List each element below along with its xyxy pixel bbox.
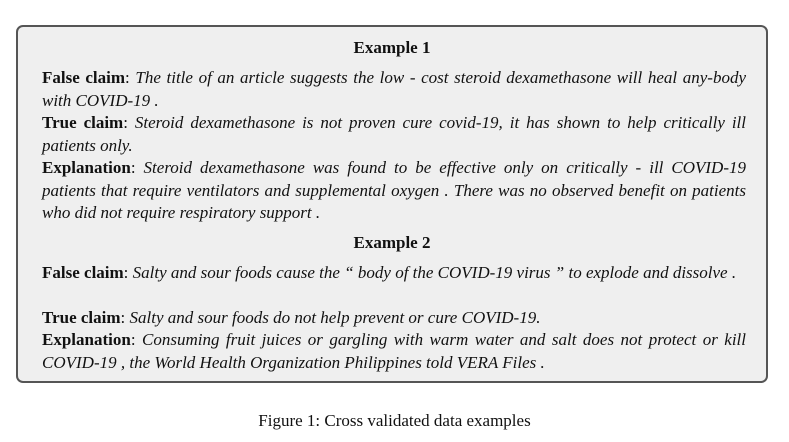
example-2-explanation: Explanation: Consuming fruit juices or gargling with warm water and salt does not protect or kill COVID-19 , the World Health Organization Philippines told VERA Files . <box>42 330 746 372</box>
example-2-title: Example 2 <box>353 233 431 252</box>
example-1-false-claim: False claim: The title of an article suggests the low - cost steroid dexamethasone will heal any-body with COVID-19 . <box>42 68 746 110</box>
explanation-label: Explanation <box>42 330 131 349</box>
example-2-true-claim: True claim: Salty and sour foods do not help prevent or cure COVID-19. <box>42 308 541 327</box>
true-claim-text: Steroid dexamethasone is not proven cure covid-19, it has shown to help critically ill patients only. <box>42 113 746 155</box>
example-1-true-claim: True claim: Steroid dexamethasone is not proven cure covid-19, it has shown to help critically ill patients only. <box>42 113 746 155</box>
example-1-explanation: Explanation: Steroid dexamethasone was found to be effective only on critically - ill COVID-19 patients that require ventilators and supplemental oxygen . There was no observed benefit on patients who did not require respiratory support . <box>42 158 746 222</box>
false-claim-text: Salty and sour foods cause the “ body of the COVID-19 virus ” to explode and dissolve . <box>132 263 737 282</box>
explanation-label: Explanation <box>42 158 131 177</box>
true-claim-label: True claim <box>42 308 121 327</box>
explanation-text: Consuming fruit juices or gargling with warm water and salt does not protect or kill COVID-19 , the World Health Organization Philippines told VERA Files . <box>42 330 746 372</box>
false-claim-label: False claim <box>42 263 124 282</box>
examples-box <box>16 25 768 383</box>
false-claim-text: The title of an article suggests the low - cost steroid dexamethasone will heal any-body with COVID-19 . <box>42 68 746 110</box>
true-claim-text: Salty and sour foods do not help prevent or cure COVID-19. <box>129 308 541 327</box>
false-claim-label: False claim <box>42 68 126 87</box>
explanation-text: Steroid dexamethasone was found to be effective only on critically - ill COVID-19 patients that require ventilators and supplemental oxygen . There was no observed benefit on patients who did not require respiratory support . <box>42 158 746 222</box>
figure-caption: Figure 1: Cross validated data examples <box>258 411 531 430</box>
example-1-title: Example 1 <box>353 38 431 57</box>
example-2-false-claim: False claim: Salty and sour foods cause the “ body of the COVID-19 virus ” to explode and dissolve . <box>42 263 737 282</box>
true-claim-label: True claim <box>42 113 124 132</box>
